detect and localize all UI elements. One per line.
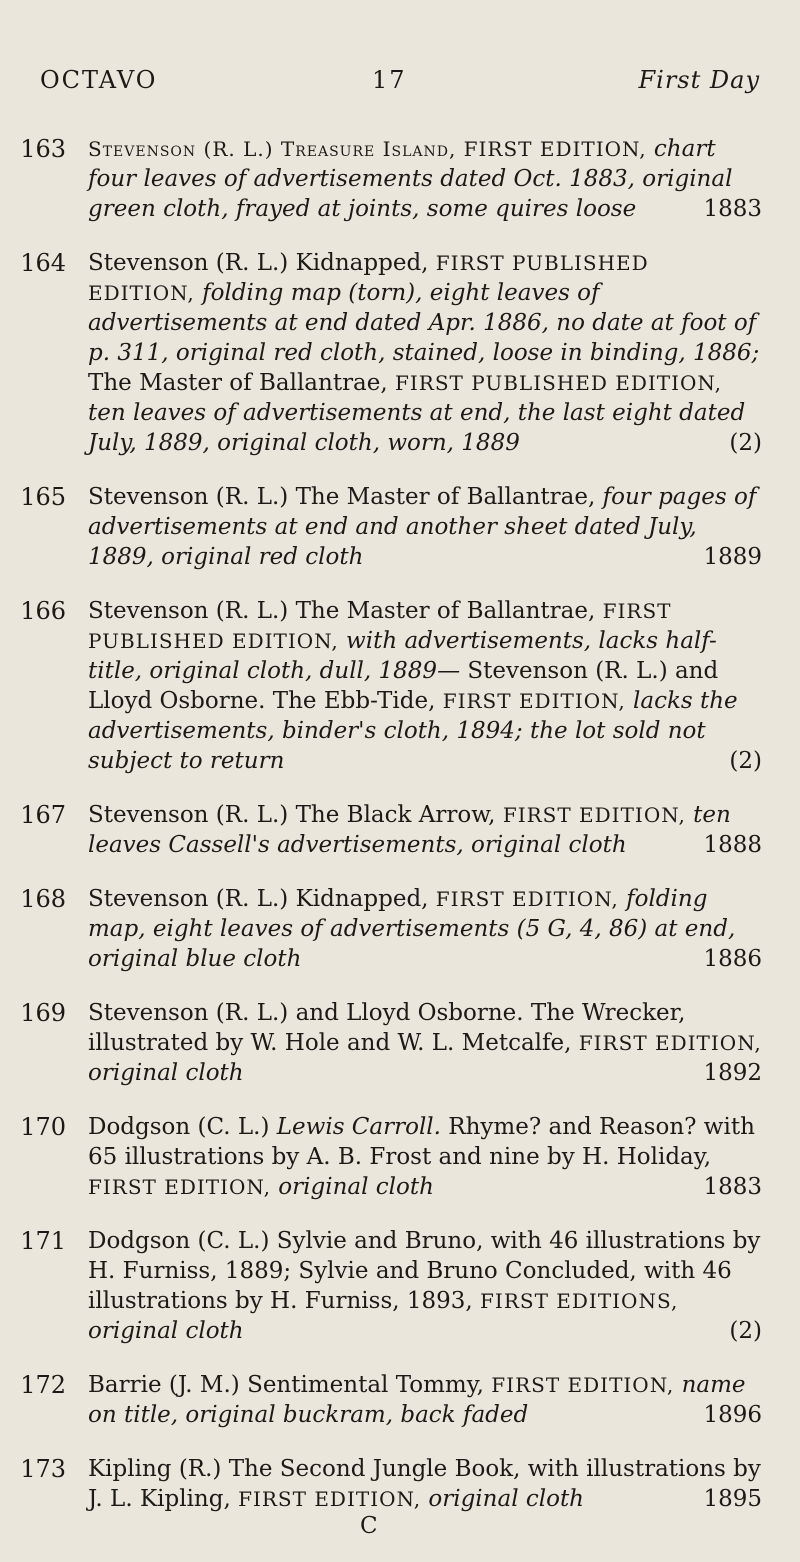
author: Stevenson (R. L.) <box>88 484 289 510</box>
lot-170 <box>0 1112 800 1202</box>
title: The Second Jungle Book, with illustrations by J. L. Kipling, <box>88 1456 761 1512</box>
title: Kidnapped, <box>295 886 429 912</box>
description: folding map, eight leaves of advertisements (5 G, 4, 86) at end, original blue cloth <box>88 886 736 972</box>
title: Sylvie and Bruno, with 46 illustrations by H. Furniss, 1889; Sylvie and Bruno Concluded, with 46 illustrations by H. Furniss, 1893, <box>88 1228 761 1314</box>
author: Kipling (R.) <box>88 1456 222 1482</box>
edition-2: FIRST EDITION, <box>442 689 626 713</box>
title-2: The Master of Ballantrae, <box>88 370 388 396</box>
author: Dodgson (C. L.) <box>88 1228 270 1254</box>
author: Barrie (J. M.) <box>88 1372 240 1398</box>
description-2: lacks the advertisements, binder's cloth, 1894; the lot sold not subject to return <box>88 688 738 774</box>
description: original cloth <box>428 1486 584 1512</box>
author: Stevenson (R. L.) <box>88 598 289 624</box>
lot-list <box>0 134 800 1562</box>
edition: FIRST PUBLISHED EDITION, <box>88 251 649 305</box>
title: Kidnapped, <box>295 250 429 276</box>
date: 1888 <box>703 832 762 858</box>
date: 1895 <box>703 1486 762 1512</box>
author: Stevenson (R. L.) <box>88 137 274 161</box>
lot-169 <box>0 998 800 1088</box>
date: 1886 <box>703 946 762 972</box>
edition-2: FIRST PUBLISHED EDITION, <box>395 371 722 395</box>
lot-number: 170 <box>20 1113 66 1141</box>
header-format: OCTAVO <box>40 66 158 94</box>
description-2: ten leaves of advertisements at end, the last eight dated July, 1889, original cloth, worn, 1889 <box>88 400 746 456</box>
date: 1883 <box>703 196 762 222</box>
header-sale-day: First Day <box>638 66 760 94</box>
author: Stevenson (R. L.) <box>88 250 289 276</box>
edition: FIRST EDITIONS, <box>480 1289 679 1313</box>
edition: FIRST EDITION, <box>578 1031 762 1055</box>
lot-number: 169 <box>20 999 66 1027</box>
edition: FIRST EDITION, <box>238 1487 422 1511</box>
date: 1883 <box>703 1174 762 1200</box>
lot-number: 165 <box>20 483 66 511</box>
lot-167 <box>0 800 800 860</box>
description: chart four leaves of advertisements dated Oct. 1883, original green cloth, frayed at joints, some quires loose <box>88 136 733 222</box>
title: Sentimental Tommy, <box>247 1372 484 1398</box>
lot-number: 168 <box>20 885 66 913</box>
date: 1896 <box>703 1402 762 1428</box>
edition: FIRST PUBLISHED EDITION, <box>88 599 672 653</box>
title: The Master of Ballantrae, <box>295 484 596 510</box>
lot-171 <box>0 1226 800 1346</box>
lot-number: 173 <box>20 1455 66 1483</box>
description: with advertisements, lacks half-title, original cloth, dull, 1889— <box>88 628 717 684</box>
edition: FIRST EDITION, <box>502 803 686 827</box>
edition: FIRST EDITION, <box>463 137 647 161</box>
page-header <box>40 66 760 96</box>
lot-163 <box>0 134 800 224</box>
description: original cloth <box>88 1318 244 1344</box>
title: Rhyme? and Reason? with 65 illustrations by A. B. Frost and nine by H. Holiday, <box>88 1114 755 1170</box>
lot-166 <box>0 596 800 776</box>
lot-number: 164 <box>20 249 66 277</box>
lot-number: 163 <box>20 135 66 163</box>
date: (2) <box>729 1318 762 1344</box>
description: original cloth <box>88 1060 244 1086</box>
author: Stevenson (R. L.) and Lloyd Osborne. <box>88 1000 524 1026</box>
author: Stevenson (R. L.) <box>88 802 289 828</box>
title: Treasure Island, <box>280 137 457 161</box>
date: 1889 <box>703 544 762 570</box>
page-number: 17 <box>372 66 407 94</box>
author: Stevenson (R. L.) <box>88 886 289 912</box>
description: folding map (torn), eight leaves of advertisements at end dated Apr. 1886, no date at foot of p. 311, original red cloth, stained, loose in binding, 1886; <box>88 280 760 366</box>
description: ten leaves Cassell's advertisements, original cloth <box>88 802 731 858</box>
lot-number: 171 <box>20 1227 66 1255</box>
lot-number: 166 <box>20 597 66 625</box>
edition: FIRST EDITION, <box>491 1373 675 1397</box>
lot-168 <box>0 884 800 974</box>
lot-number: 167 <box>20 801 66 829</box>
lot-173 <box>0 1454 800 1538</box>
title: The Wrecker, illustrated by W. Hole and W. L. Metcalfe, <box>88 1000 686 1056</box>
title: The Black Arrow, <box>295 802 496 828</box>
edition: FIRST EDITION, <box>88 1175 271 1199</box>
description: four pages of advertisements at end and another sheet dated July, 1889, original red cloth <box>88 484 757 570</box>
title: The Master of Ballantrae, <box>295 598 596 624</box>
edition: FIRST EDITION, <box>435 887 619 911</box>
date: 1892 <box>703 1060 762 1086</box>
author-2: Stevenson (R. L.) and Lloyd Osborne. <box>88 658 719 714</box>
description: name on title, original buckram, back faded <box>88 1372 746 1428</box>
date: (2) <box>729 430 762 456</box>
date: (2) <box>729 748 762 774</box>
lot-number: 172 <box>20 1371 66 1399</box>
description: original cloth <box>278 1174 434 1200</box>
lot-172 <box>0 1370 800 1430</box>
lot-164 <box>0 248 800 458</box>
lot-165 <box>0 482 800 572</box>
title-2: The Ebb-Tide, <box>272 688 436 714</box>
signature-mark: C <box>360 1513 378 1539</box>
author: Dodgson (C. L.) <box>88 1114 270 1140</box>
pseudonym: Lewis Carroll. <box>276 1114 441 1140</box>
